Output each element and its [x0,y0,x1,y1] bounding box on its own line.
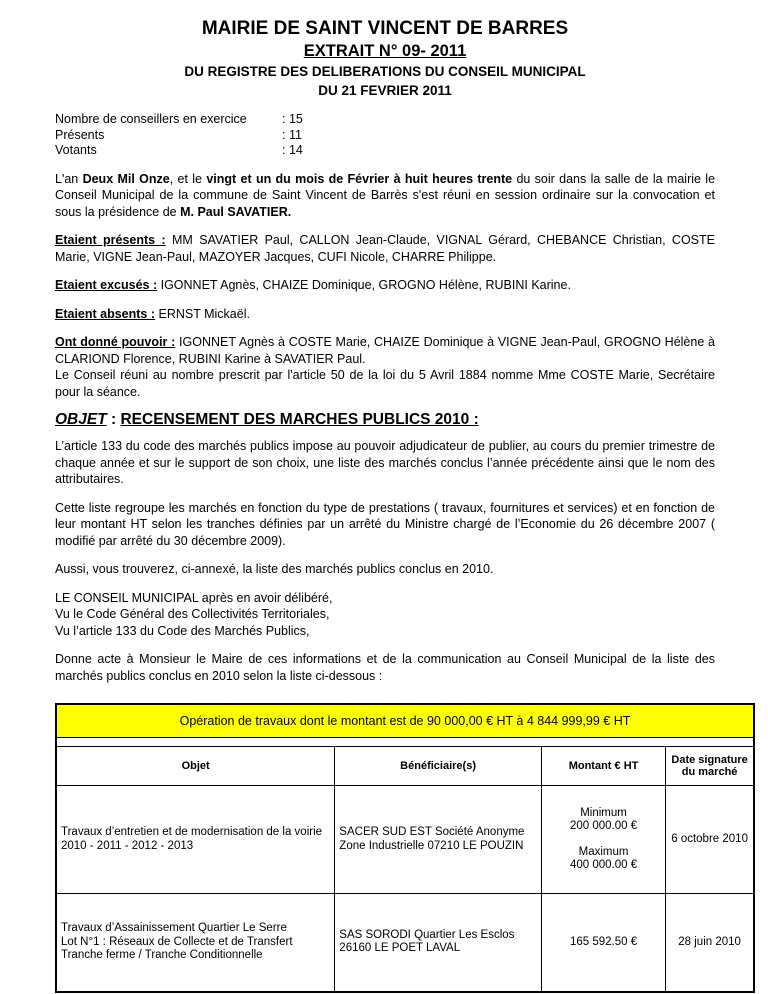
table-row [56,894,754,992]
beneficiaire-line: SACER SUD EST Société Anonyme [339,826,525,838]
montant-line: Maximum [578,845,629,858]
montant-line: Minimum [580,806,627,819]
secretaire-paragraph: Le Conseil réuni au nombre prescrit par l'article 50 de la loi du 5 Avril 1884 nomme Mme COSTE Marie, Secrétaire pour la séance. [55,368,715,399]
header-beneficiaire: Bénéficiaire(s) [335,747,542,786]
pouvoir-label: Ont donné pouvoir : [55,335,176,349]
objet-line: Tranche ferme / Tranche Conditionnelle [61,949,263,961]
cell-objet [56,786,335,894]
objet-heading [55,410,715,430]
intro-paragraph [55,171,715,221]
objet-line: Lot N°1 : Réseaux de Collecte et de Transfert [61,935,293,948]
header-date-line: du marché [681,766,738,778]
objet-line: Travaux d’entretien et de modernisation de la voirie [61,826,323,838]
pouvoir-text: IGONNET Agnès à COSTE Marie, CHAIZE Dominique à VIGNE Jean-Paul, GROGNO Hélène à CLARIOND Florence, RUBINI Karine à SAVATIER Paul. [55,335,715,366]
count-label: Présents [55,127,105,142]
objet-label: OBJET [55,411,107,428]
count-label: Nombre de conseillers en exercice [55,112,247,126]
intro-president: M. Paul SAVATIER. [180,204,292,219]
extrait-number: EXTRAIT N° 09- 2011 [303,42,467,60]
body-paragraph: Donne acte à Monsieur le Maire de ces informations et de la communication au Conseil Municipal de la liste des marchés publics conclus en 2010 selon la liste ci-dessous : [55,652,715,683]
pouvoir-paragraph [55,334,715,367]
presents-text: MM SAVATIER Paul, CALLON Jean-Claude, VIGNAL Gérard, CHEBANCE Christian, COSTE Marie, VIGNE Jean-Paul, MAZOYER Jacques, CUFI Nicole, CHARRE Philippe. [55,233,715,264]
cell-date: 28 juin 2010 [666,894,754,992]
count-value: : 15 [282,112,303,126]
marches-table [55,703,755,993]
intro-year: Deux Mil Onze [82,171,170,186]
count-row [55,112,715,128]
montant-line: 200 000.00 € [569,820,638,832]
cell-date: 6 octobre 2010 [666,786,754,894]
session-date: DU 21 FEVRIER 2011 [318,83,452,98]
header-montant: Montant € HT [541,747,665,786]
count-value: : 11 [282,127,302,142]
objet-title: RECENSEMENT DES MARCHES PUBLICS 2010 : [120,411,479,428]
vu-line: Vu le Code Général des Collectivités Territoriales, [55,607,330,621]
excuses-text: IGONNET Agnès, CHAIZE Dominique, GROGNO Hélène, RUBINI Karine. [157,278,571,292]
body-paragraph: Cette liste regroupe les marchés en fonction du type de prestations ( travaux, fournitures et services) et en fonction de leur montant HT selon les tranches définies par un arrêté du Ministre chargé de l’Economie du 26 décembre 2007 ( modifié par arrêté du 30 décembre 2009). [55,500,715,548]
table-header-row [56,747,754,786]
counts-block [55,112,715,159]
objet-line: Travaux d’Assainissement Quartier Le Serre [61,922,287,934]
body-paragraph: L’article 133 du code des marchés publics impose au pouvoir adjudicateur de publier, au cours du premier trimestre de chaque année et sur le support de son choix, une liste des marchés conclus l’année précédente ainsi que le nom des attributaires. [55,439,715,486]
beneficiaire-line: Zone Industrielle 07210 LE POUZIN [339,839,524,852]
count-label: Votants [55,143,97,157]
body-paragraph: Aussi, vous trouverez, ci-annexé, la liste des marchés publics conclus en 2010. [55,562,494,576]
conseil-line: LE CONSEIL MUNICIPAL après en avoir délibéré, [55,590,333,605]
cell-beneficiaire [335,894,542,992]
intro-text: , et le [169,171,207,186]
header-date [666,747,754,786]
absents-text: ERNST Mickaël. [155,306,250,321]
count-value: : 14 [282,143,303,157]
document-page [55,0,715,684]
presents-paragraph [55,232,715,265]
table-banner-row [56,704,754,738]
count-row [55,128,715,144]
mairie-title: MAIRIE DE SAINT VINCENT DE BARRES [201,18,569,39]
table-spacer-row [56,738,754,747]
intro-text: L'an [55,171,83,186]
table-banner: Opération de travaux dont le montant est de 90 000,00 € HT à 4 844 999,99 € HT [56,704,754,738]
intro-datetime: vingt et un du mois de Février à huit heures trente [206,171,513,186]
presents-label: Etaient présents : [55,233,166,247]
cell-montant: 165 592.50 € [541,894,665,992]
table-spacer [56,738,754,747]
registre-title: DU REGISTRE DES DELIBERATIONS DU CONSEIL MUNICIPAL [184,64,586,79]
cell-objet [56,894,335,992]
excuses-label: Etaient excusés : [55,278,158,292]
excuses-paragraph [55,277,715,294]
beneficiaire-line: SAS SORODI Quartier Les Esclos [339,928,515,941]
objet-line: 2010 - 2011 - 2012 - 2013 [61,839,194,852]
header-date-line: Date signature [671,754,748,766]
cell-montant [541,786,665,894]
montant-line: 400 000.00 € [569,859,638,871]
objet-sep: : [106,411,121,428]
beneficiaire-line: 26160 LE POET LAVAL [339,942,461,955]
montant-gap [546,834,661,846]
table-row [56,786,754,894]
count-row [55,143,715,159]
intro-text: du soir dans la salle de la mairie le Conseil Municipal de la commune de Saint Vincent de Barrès s'est réuni en session ordinaire sur la convocation et sous la présidence de [55,171,716,219]
vu-line: Vu l’article 133 du Code des Marchés Publics, [55,623,310,638]
cell-beneficiaire [335,786,542,894]
header-objet: Objet [56,747,335,786]
absents-paragraph [55,306,715,323]
absents-label: Etaient absents : [55,306,156,321]
